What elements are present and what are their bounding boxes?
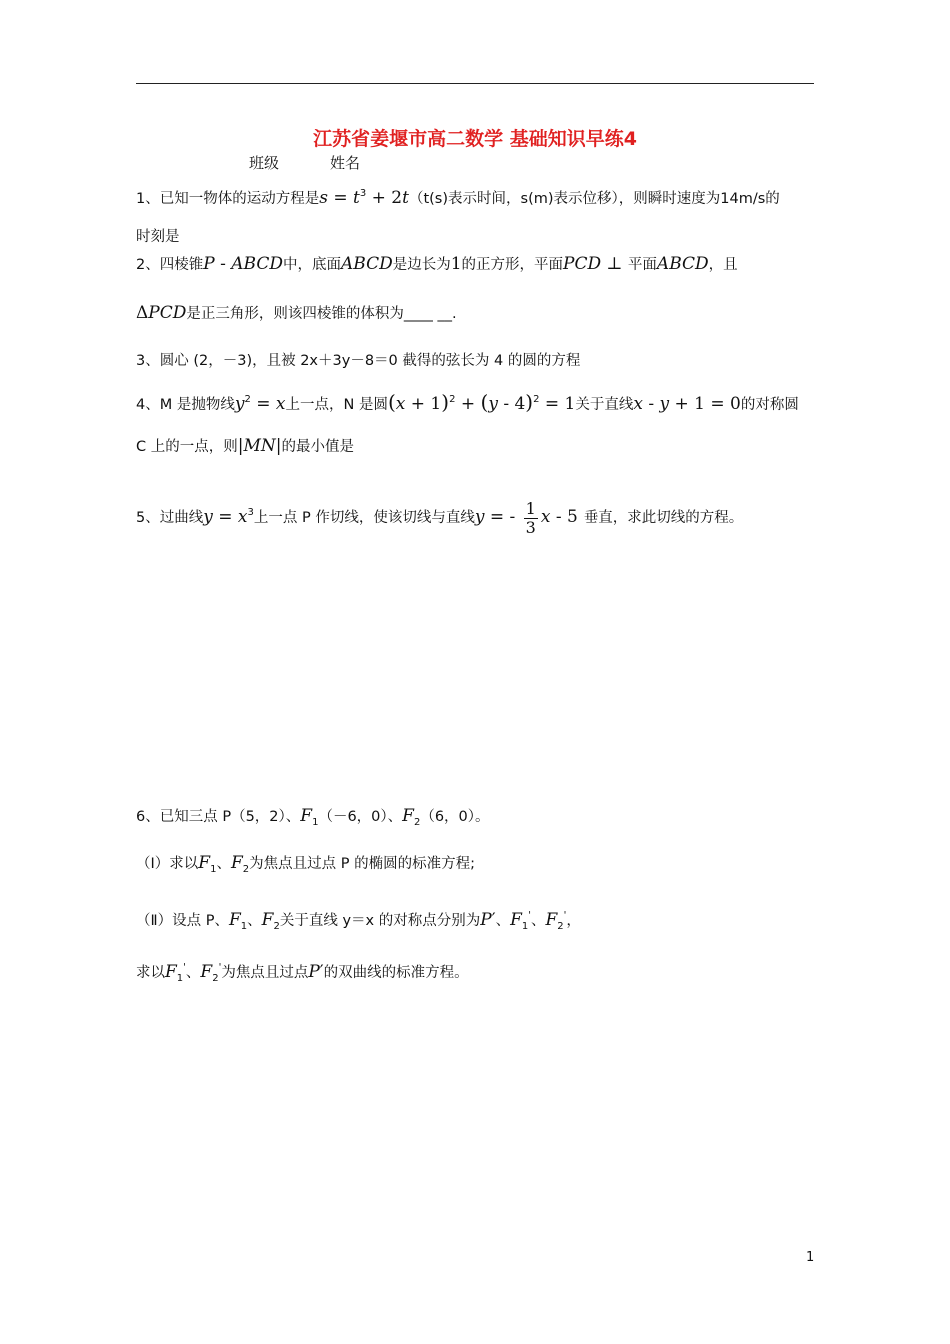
name-label: 姓名 [330,154,361,172]
page-title: 江苏省姜堰市高二数学 基础知识早练4 [313,128,637,150]
q2-pyramid-formula: P [203,254,215,274]
question-2-line-2: ΔPCD是正三角形，则该四棱锥的体积为____ __. [136,303,457,323]
question-4-line-1: 4、M 是抛物线$y^2 = x$上一点，N 是圆$(x + 1)^2 + (y - 4)^2 = 1$关于直线x - y + 1 = 0的对称圆 [136,390,799,414]
question-5: 5、过曲线$y = x^3$上一点 P 作切线，使该切线与直线y = - $\frac{1}{3}$ x - 5 垂直，求此切线的方程。 [136,498,744,537]
question-1-line-2: 时刻是 [136,229,180,245]
question-4-line-2: C 上的一点，则|MN|的最小值是 [136,436,354,456]
question-1-line-1: 1、已知一物体的运动方程是$s = t^3 + 2t(t(s)$表示时间，s(m)表示位移），则瞬时速度为14m/s的 [136,188,780,208]
page-number: 1 [806,1250,815,1265]
fraction-one-third: $\frac{1}{3}$ [525,498,536,537]
question-6-part-2: （Ⅱ）设点 P、$F_1$、$F_2$关于直线 y＝x 的对称点分别为P′、$F_1'$、$F_2'$， [136,910,581,932]
question-3: 3、圆心 (2，－3)，且被 2x＋3y－8＝0 截得的弦长为 4 的圆的方程 [136,353,581,369]
q1-motion-equation: s [319,188,328,208]
question-6-part-2-cont: 求以$F_1'$、$F_2'$为焦点且过点P′的双曲线的标准方程。 [136,962,469,984]
class-label: 班级 [249,154,280,172]
question-2-line-1: 2、四棱锥P - ABCD中，底面ABCD是边长为1的正方形，平面PCD ⊥ 平面ABCD，且 [136,254,738,274]
header-rule [136,83,814,84]
question-6-part-1: （Ⅰ）求以$F_1$、$F_2$为焦点且过点 P 的椭圆的标准方程; [136,853,475,875]
question-6-intro: 6、已知三点 P（5，2）、$F_1(-6$，0）、$F_2(6$，0）。 [136,806,490,828]
